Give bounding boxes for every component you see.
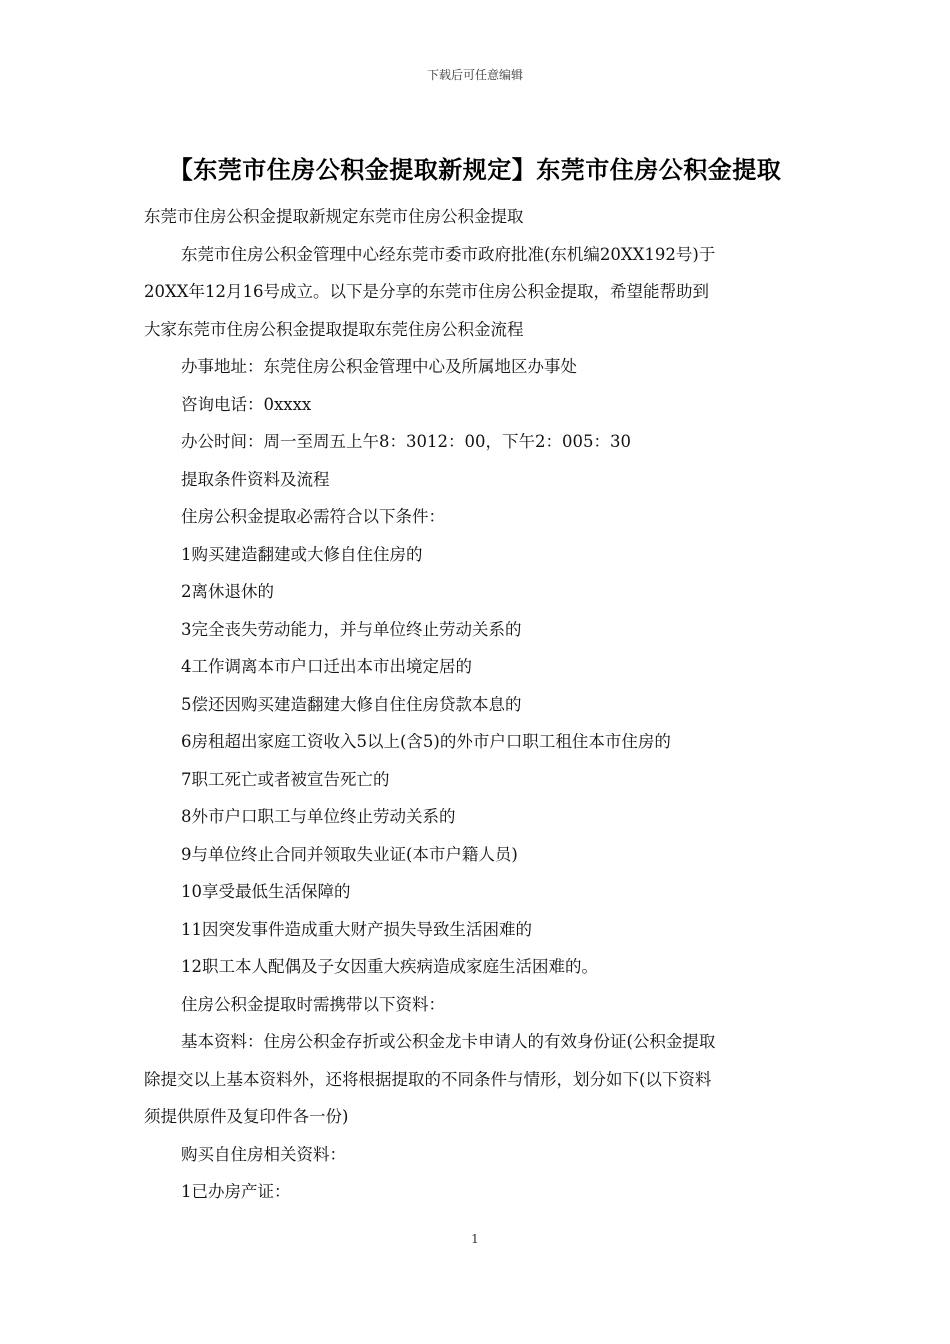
- text-line: 住房公积金提取必需符合以下条件：: [181, 507, 445, 526]
- text-line: 9与单位终止合同并领取失业证(本市户籍人员): [181, 844, 518, 864]
- text-line: 3完全丧失劳动能力，并与单位终止劳动关系的: [181, 619, 522, 639]
- text-line: 提取条件资料及流程: [181, 469, 330, 489]
- document-title: 【东莞市住房公积金提取新规定】东莞市住房公积金提取: [168, 155, 782, 184]
- text-line: 10享受最低生活保障的: [181, 882, 351, 901]
- text-line: 基本资料：住房公积金存折或公积金龙卡申请人的有效身份证(公积金提取: [181, 1032, 716, 1051]
- text-line: 2离休退休的: [181, 582, 274, 601]
- text-line: 8外市户口职工与单位终止劳动关系的: [181, 807, 456, 826]
- text-line: 办事地址：东莞住房公积金管理中心及所属地区办事处: [181, 357, 577, 376]
- text-line: 12职工本人配偶及子女因重大疾病造成家庭生活困难的。: [181, 957, 598, 976]
- text-line: 5偿还因购买建造翻建大修自住住房贷款本息的: [181, 694, 522, 714]
- text-line: 住房公积金提取时需携带以下资料：: [181, 994, 445, 1014]
- text-line: 20XX年12月16号成立。以下是分享的东莞市住房公积金提取，希望能帮助到: [144, 282, 709, 301]
- text-line: 除提交以上基本资料外，还将根据提取的不同条件与情形，划分如下(以下资料: [144, 1069, 712, 1089]
- text-line: 办公时间：周一至周五上午8：3012：00，下午2：005：30: [181, 432, 631, 451]
- document-body: [144, 198, 808, 1211]
- text-line: 购买自住房相关资料：: [181, 1144, 346, 1164]
- text-line: 11因突发事件造成重大财产损失导致生活困难的: [181, 919, 532, 939]
- text-line: 7职工死亡或者被宣告死亡的: [181, 769, 390, 789]
- text-line: 东莞市住房公积金提取新规定东莞市住房公积金提取: [144, 207, 524, 226]
- text-line: 1购买建造翻建或大修自住住房的: [181, 544, 423, 564]
- text-line: 4工作调离本市户口迁出本市出境定居的: [181, 657, 472, 676]
- text-line: 东莞市住房公积金管理中心经东莞市委市政府批准(东机编20XX192号)于: [181, 244, 716, 264]
- text-line: 大家东莞市住房公积金提取提取东莞住房公积金流程: [144, 319, 524, 339]
- text-line: 6房租超出家庭工资收入5以上(含5)的外市户口职工租住本市住房的: [181, 732, 671, 751]
- text-line: 须提供原件及复印件各一份): [144, 1107, 349, 1126]
- header-note: 下载后可任意编辑: [426, 68, 523, 82]
- page-number: 1: [471, 1232, 479, 1246]
- text-line: 1已办房产证：: [181, 1182, 291, 1201]
- text-line: 咨询电话：0xxxx: [181, 394, 312, 414]
